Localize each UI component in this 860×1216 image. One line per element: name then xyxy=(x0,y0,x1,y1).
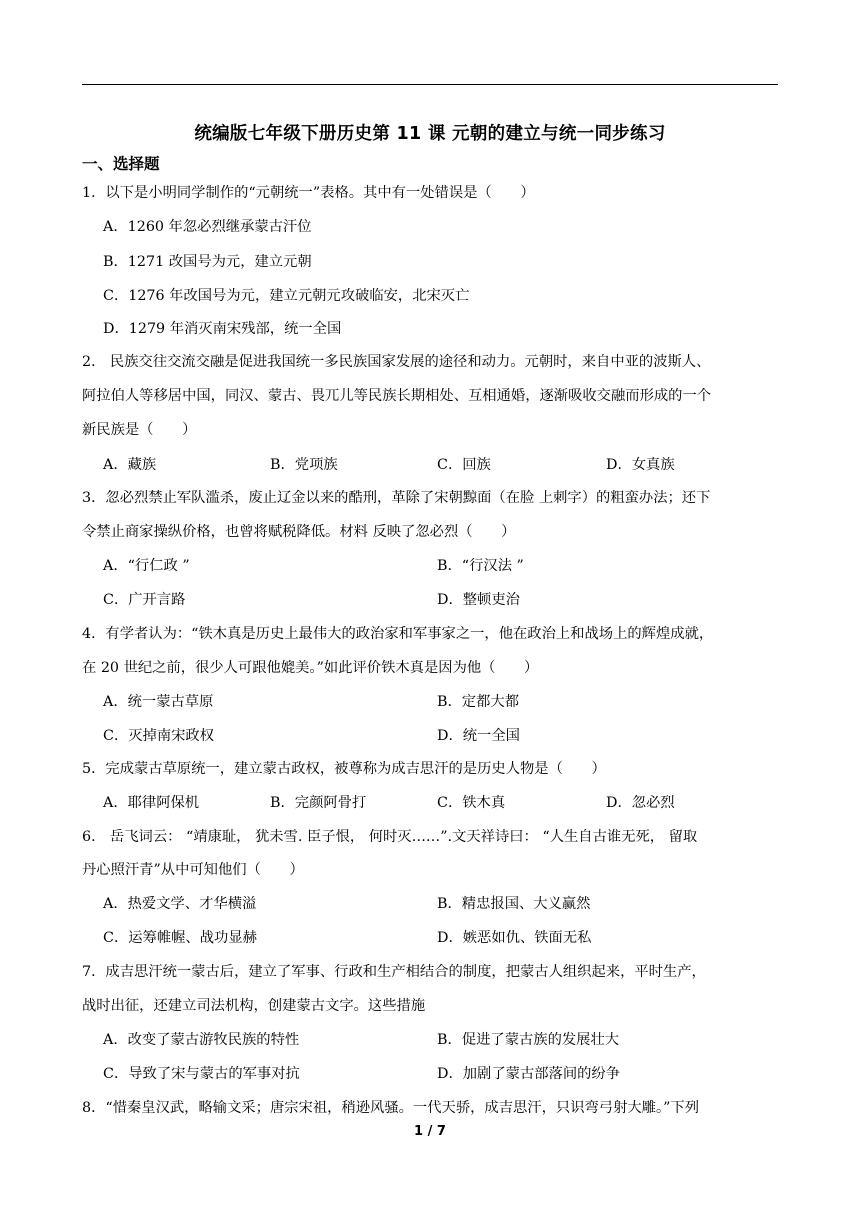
question-4-option-c: C．灭掉南宋政权 xyxy=(103,728,215,744)
question-2-line-2: 阿拉伯人等移居中国，同汉、蒙古、畏兀儿等民族长期相处、互相通婚，逐渐吸收交融而形成的一个 xyxy=(82,388,712,404)
question-3-option-b: B．“行汉法 ” xyxy=(437,558,524,574)
question-5-option-a: A．耶律阿保机 xyxy=(103,795,200,811)
section-heading: 一、选择题 xyxy=(82,155,160,173)
question-2-option-c: C．回族 xyxy=(437,457,491,473)
question-4-option-b: B．定都大都 xyxy=(437,694,519,710)
question-5-option-d: D．忽必烈 xyxy=(606,795,675,811)
question-1-option-c: C．1276 年改国号为元，建立元朝元攻破临安，北宋灭亡 xyxy=(103,288,470,304)
question-4-line-1: 4．有学者认为：“铁木真是历史上最伟大的政治家和军事家之一，他在政治上和战场上的辉煌成就， xyxy=(82,626,714,642)
question-1-option-b: B．1271 改国号为元，建立元朝 xyxy=(103,254,312,270)
question-3-line-1: 3．忽必烈禁止军队滥杀，废止辽金以来的酷刑，革除了宋朝黥面（在脸 上刺字）的粗蛮办法；还下 xyxy=(82,490,711,506)
question-6-line-2: 丹心照汗青”从中可知他们（ ） xyxy=(82,862,304,878)
question-6-option-c: C．运筹帷幄、战功显赫 xyxy=(103,930,257,946)
question-1-option-d: D．1279 年消灭南宋残部，统一全国 xyxy=(103,321,342,337)
question-2-option-a: A．藏族 xyxy=(103,457,157,473)
question-7-option-d: D．加剧了蒙古部落间的纷争 xyxy=(437,1066,621,1082)
question-7-line-1: 7．成吉思汗统一蒙古后，建立了军事、行政和生产相结合的制度，把蒙古人组织起来，平时生产， xyxy=(82,964,706,980)
question-2-option-b: B．党项族 xyxy=(270,457,338,473)
question-7-option-c: C．导致了宋与蒙古的军事对抗 xyxy=(103,1066,300,1082)
page-title: 统编版七年级下册历史第 11 课 元朝的建立与统一同步练习 xyxy=(194,124,666,144)
question-6-line-1: 6． 岳飞词云： “靖康耻， 犹未雪. 臣子恨， 何时灭……”.文天祥诗曰： “人生自古谁无死， 留取 xyxy=(82,829,698,845)
question-3-line-2: 令禁止商家操纵价格，也曾将赋税降低。材料 反映了忽必烈（ ） xyxy=(82,524,516,540)
question-8-line-1: 8．“惜秦皇汉武，略输文采；唐宗宋祖，稍逊风骚。一代天骄，成吉思汗，只识弯弓射大雕。”下列 xyxy=(82,1100,700,1116)
question-2-line-1: 2． 民族交往交流交融是促进我国统一多民族国家发展的途径和动力。元朝时，来自中亚的波斯人、 xyxy=(82,354,711,370)
question-5-option-c: C．铁木真 xyxy=(437,795,506,811)
question-1-line-1: 1．以下是小明同学制作的“元朝统一”表格。其中有一处错误是（ ） xyxy=(82,185,535,201)
question-4-line-2: 在 20 世纪之前，很少人可跟他媲美。”如此评价铁木真是因为他（ ） xyxy=(82,660,539,676)
question-7-option-a: A．改变了蒙古游牧民族的特性 xyxy=(103,1032,300,1048)
question-5-line-1: 5．完成蒙古草原统一，建立蒙古政权，被尊称为成吉思汗的是历史人物是（ ） xyxy=(82,761,606,777)
page-number: 1 / 7 xyxy=(414,1124,446,1139)
question-2-line-3: 新民族是（ ） xyxy=(82,422,197,438)
question-4-option-a: A．统一蒙古草原 xyxy=(103,694,214,710)
question-7-line-2: 战时出征，还建立司法机构，创建蒙古文字。这些措施 xyxy=(82,998,426,1014)
header-rule xyxy=(82,84,778,85)
question-3-option-d: D．整顿吏治 xyxy=(437,592,520,608)
question-4-option-d: D．统一全国 xyxy=(437,728,520,744)
question-2-option-d: D．女真族 xyxy=(606,457,675,473)
question-7-option-b: B．促进了蒙古族的发展壮大 xyxy=(437,1032,620,1048)
question-1-option-a: A．1260 年忽必烈继承蒙古汗位 xyxy=(103,219,312,235)
question-3-option-c: C．广开言路 xyxy=(103,592,186,608)
question-3-option-a: A．“行仁政 ” xyxy=(103,558,190,574)
question-5-option-b: B．完颜阿骨打 xyxy=(270,795,367,811)
question-6-option-d: D．嫉恶如仇、铁面无私 xyxy=(437,930,592,946)
question-6-option-b: B．精忠报国、大义赢然 xyxy=(437,896,591,912)
question-6-option-a: A．热爱文学、才华横溢 xyxy=(103,896,257,912)
